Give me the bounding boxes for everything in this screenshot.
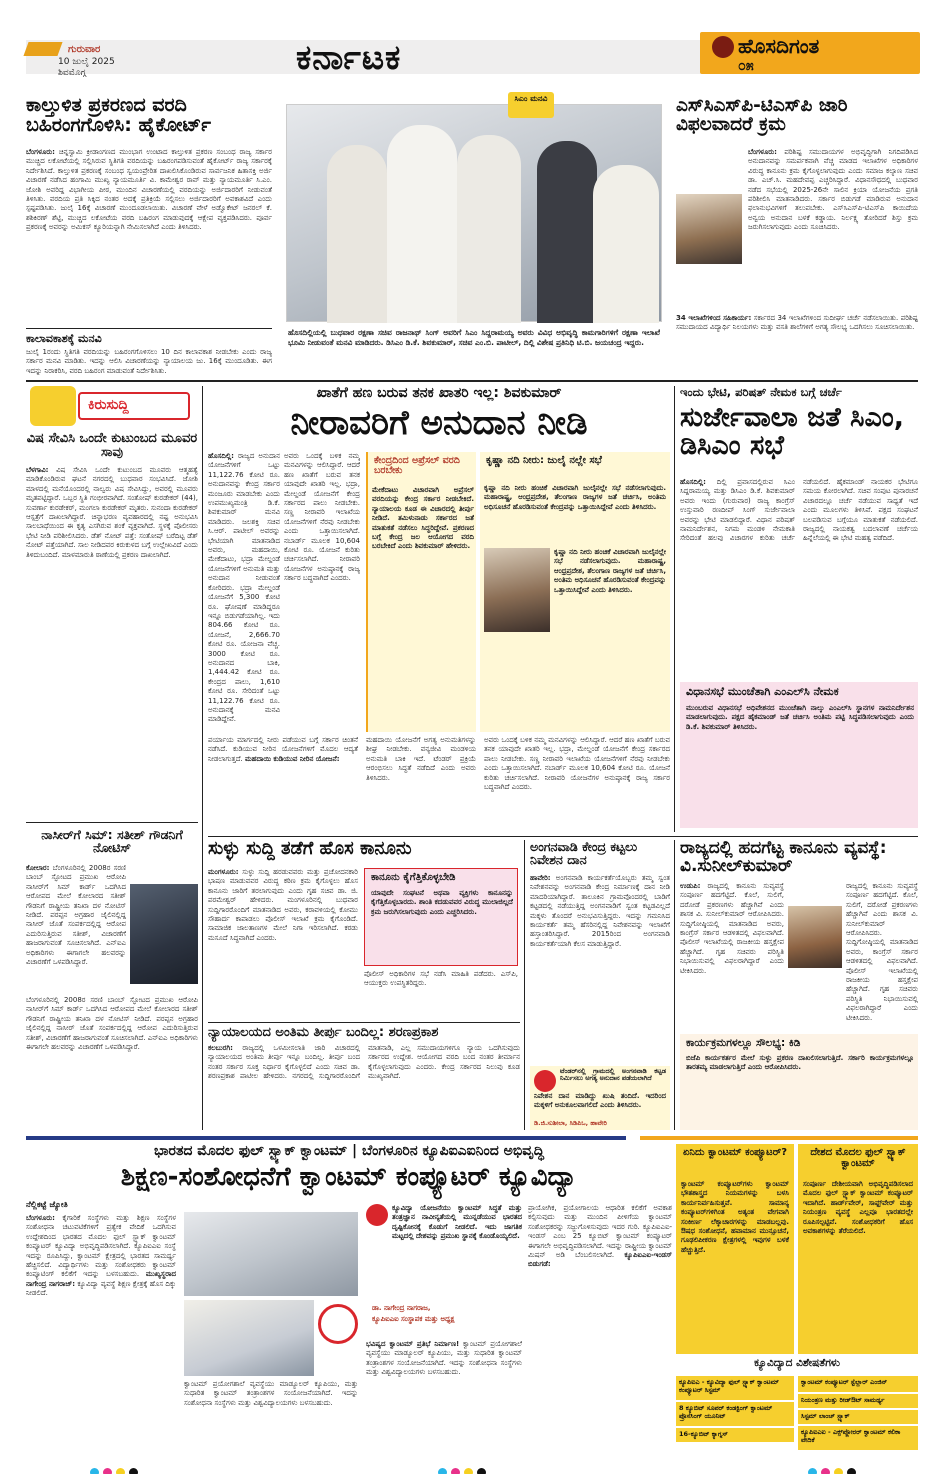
- lead-headline: ನೀರಾವರಿಗೆ ಅನುದಾನ ನೀಡಿ: [290, 403, 588, 443]
- box-body: ಮೇಕೆದಾಟು ವಿಚಾರವಾಗಿ ಅಪ್ರೆಸಲ್ ವರದಿಯನ್ನು ಕೇಂದ್ರ ಸರ್ಕಾರ ನೀಡಬೇಕಿದೆ. ನ್ಯಾಯಾಲಯ ಕೂಡ ಈ ವಿಚಾರದಲ್ಲಿ ತೀರ್ಪು ನೀಡಿದೆ. ತಮಿಳುನಾಡು ಸರ್ಕಾರದ ಜತೆ ಮಾತುಕತೆ ನಡೆಸಲು ಸಿದ್ಧರಿದ್ದೇವೆ. ಪ್ರಕರಣದ ಬಗ್ಗೆ ಕೇಂದ್ರ ಜಲ ಆಯೋಗದ ವರದಿ ಬರಬೇಕಿದೆ ಎಂದು ಶಿವಕುಮಾರ್ ಹೇಳಿದರು.: [372, 486, 474, 551]
- body-text: ದಿಲ್ಲಿ ಪ್ರವಾಸದಲ್ಲಿರುವ ಸಿಎಂ ಸಿದ್ದರಾಮಯ್ಯ ಮತ್ತು ಡಿಸಿಎಂ ಡಿ.ಕೆ. ಶಿವಕುಮಾರ್ ಅವರು ಇಂದು (ಗುರುವಾರ) ರಾಜ್ಯ ಕಾಂಗ್ರೆಸ್ ಉಸ್ತುವಾರಿ ರಣದೀಪ್ ಸಿಂಗ್ ಸುರ್ಜೇವಾಲಾ ಅವರನ್ನು ಭೇಟಿ ಮಾಡಲಿದ್ದಾರೆ. ವಿಧಾನ ಪರಿಷತ್ ನಾಮನಿರ್ದೇಶನ, ನಿಗಮ ಮಂಡಳಿ ನೇಮಕಾತಿ ಸೇರಿದಂತೆ ಹಲವು ವಿಚಾರಗಳ ಕುರಿತು ಚರ್ಚೆ ನಡೆಯಲಿದೆ. ಹೈಕಮಾಂಡ್ ನಾಯಕರ ಭೇಟಿಗೂ ಸಮಯ ಕೋರಲಾಗಿದೆ. ಸಚಿವ ಸಂಪುಟ ಪುನಾರಚನೆ ವಿಚಾರದಲ್ಲೂ ಚರ್ಚೆ ನಡೆಯುವ ಸಾಧ್ಯತೆ ಇದೆ ಎಂದು ಮೂಲಗಳು ತಿಳಿಸಿವೆ. ಪಕ್ಷದ ಸಂಘಟನೆ ಬಲಪಡಿಸುವ ಬಗ್ಗೆಯೂ ಮಾತುಕತೆ ನಡೆಯಲಿದೆ. ರಾಜ್ಯದಲ್ಲಿ ನಾಯಕತ್ವ ಬದಲಾವಣೆ ಚರ್ಚೆಯ ಹಿನ್ನೆಲೆಯಲ್ಲಿ ಈ ಭೇಟಿ ಮಹತ್ವ ಪಡೆದಿದೆ.: [680, 478, 918, 543]
- box-title: ವಿಧಾನಸಭೆ ಮುಂಚೆತಾಗಿ ಎಂಎಲ್‌ಸಿ ನೇಮಕ: [686, 685, 839, 698]
- quantum-col-2: ಕ್ವಾಂಟಮ್ ಪ್ರಯೋಗಶಾಲೆ ವ್ಯವಸ್ಥೆಯು ಮಾಡ್ಯೂಲರ್ ಕ್ಯೂಪಿಯು, ಮತ್ತು ಸುಧಾರಿತ ಕ್ವಾಂಟಮ್ ತಂತ್ರಾಂಶಗಳ ಸಂಯೋಜನೆಯಾಗಿದೆ. ಇದನ್ನು ಸಂಶೋಧನಾ ಸಂಸ್ಥೆಗಳು ಮತ್ತು ವಿಶ್ವವಿದ್ಯಾಲಯಗಳು ಬಳಸಬಹುದು.: [184, 1380, 358, 1407]
- body-text: ಕ್ವಾಂಟಮ್ ಪ್ರಯೋಗಶಾಲೆ ವ್ಯವಸ್ಥೆಯು ಮಾಡ್ಯೂಲರ್ ಕ್ಯೂಪಿಯು, ಮತ್ತು ಸುಧಾರಿತ ಕ್ವಾಂಟಮ್ ತಂತ್ರಾಂಶಗಳ ಸಂಯೋಜನೆಯಾಗಿದೆ. ಇದನ್ನು ಸಂಶೋಧನಾ ಸಂಸ್ಥೆಗಳು ಮತ್ತು ವಿಶ್ವವಿದ್ಯಾಲಯಗಳು ಬಳಸಬಹುದು.: [366, 1340, 522, 1377]
- feature-text: 8 ಕ್ಯೂಬಿಟ್ ಸೂಪರ್ ಕಂಡಕ್ಟಿಂಗ್ ಕ್ವಾಂಟಮ್ ಪ್ರೊಸೆಸಿಂಗ್ ಯೂನಿಟ್: [679, 1404, 773, 1420]
- dateline: ಬೆಂಗಳೂರು:: [26, 148, 55, 156]
- photo-caption: ಹೊಸದಿಲ್ಲಿಯಲ್ಲಿ ಬುಧವಾರ ರಕ್ಷಣಾ ಸಚಿವ ರಾಜನಾಥ್ ಸಿಂಗ್ ಅವರಿಗೆ ಸಿಎಂ ಸಿದ್ದರಾಮಯ್ಯ ಅವರು ವಿವಿಧ ಅಭಿವೃದ್ಧಿ ಕಾಮಗಾರಿಗಳಿಗೆ ರಕ್ಷಣಾ ಇಲಾಖೆ ಭೂಮಿ ನೀಡುವಂತೆ ಮನವಿ ಮಾಡಿದರು. ಡಿಸಿಎಂ ಡಿ.ಕೆ. ಶಿವಕುಮಾರ್, ಸಚಿವ ಎಂ.ಬಿ. ಪಾಟೀಲ್, ದಿಲ್ಲಿ ವಿಶೇಷ ಪ್ರತಿನಿಧಿ ಟಿ.ಬಿ. ಜಯಚಂದ್ರ ಇದ್ದರು.: [288, 328, 660, 347]
- cm-meeting-photo: [286, 104, 662, 322]
- feature-item: [798, 1376, 918, 1392]
- law-box: [364, 868, 518, 966]
- shivakumar-photo: [484, 548, 550, 632]
- registration-marks: [438, 1462, 490, 1474]
- feature-item: [798, 1410, 918, 1424]
- quantum-col-3: [366, 1340, 522, 1452]
- page-number: ೦೫: [738, 58, 754, 74]
- box-title: ಕೇಂದ್ರದಿಂದ ಅಪ್ರೆಸಲ್ ವರದಿ ಬರಬೇಕು: [374, 455, 460, 476]
- person-figure: [537, 141, 597, 323]
- box-title: ಕೃಷ್ಣಾ ನದಿ ನೀರು: ಜುಲೈ ನಲ್ಲೇ ಸಭೆ: [486, 455, 602, 466]
- photo-tag-text: ಸಿಎಂ ಮನವಿ: [514, 94, 548, 103]
- news-body: [26, 864, 126, 990]
- masthead-city: ಶಿವಮೊಗ್ಗ: [58, 68, 86, 78]
- article-surjewala-meet: [680, 386, 918, 832]
- feature-text: ಕ್ಯೂಪಿಐಎಐ - ಎಕ್ಸ್‌ಪ್ಲೋರರ್ ಕ್ವಾಂಟಮ್ ಕಲಿಕಾ ವೇದಿಕೆ: [801, 1428, 901, 1444]
- article-body: [208, 868, 358, 1018]
- feature-text: 16-ಕ್ಯೂಬಿಟ್ ಕ್ಯಾಗ್ನಸ್: [679, 1430, 728, 1438]
- anganwadi-quote-box: [530, 1066, 670, 1130]
- lamp-icon: [712, 36, 734, 58]
- box-body: ಸಂಪೂರ್ಣ ದೇಶೀಯವಾಗಿ ಅಭಿವೃದ್ಧಿಪಡಿಸಲಾದ ಮೊದಲ ಫುಲ್ ಸ್ಟ್ಯಾಕ್ ಕ್ವಾಂಟಮ್ ಕಂಪ್ಯೂಟರ್ ಇದಾಗಿದೆ. ಹಾರ್ಡ್‌ವೇರ್, ಸಾಫ್ಟ್‌ವೇರ್ ಮತ್ತು ನಿಯಂತ್ರಣ ವ್ಯವಸ್ಥೆ ಎಲ್ಲವೂ ಭಾರತದಲ್ಲೇ ರೂಪಿಸಲ್ಪಟ್ಟಿವೆ. ಸಂಶೋಧಕರಿಗೆ ಹೊಸ ಅವಕಾಶಗಳನ್ನು ತೆರೆಯಲಿದೆ.: [803, 1180, 913, 1236]
- photo-tag: [508, 92, 554, 118]
- sub-body: ಸರ್ಕಾರದ 34 ಇಲಾಖೆಗಳಿಂದ ಸುದೀರ್ಘ ಚರ್ಚೆ ನಡೆಸಲಾಯಿತು. ಪರಿಶಿಷ್ಟ ಸಮುದಾಯದ ವಿದ್ಯಾರ್ಥಿ ನಿಲಯಗಳು ಮತ್ತು ವಸತಿ ಶಾಲೆಗಳಿಗೆ ಅಗತ್ಯ ಸೌಲಭ್ಯ ಒದಗಿಸಲು ಸೂಚಿಸಲಾಯಿತು.: [676, 314, 918, 332]
- what-is-quantum-box: [676, 1144, 794, 1354]
- body-text: ರಾಜ್ಯದಲ್ಲಿ ಕಾನೂನು ಸುವ್ಯವಸ್ಥೆ ಸಂಪೂರ್ಣ ಹದಗೆಟ್ಟಿದೆ. ಕೊಲೆ, ಸುಲಿಗೆ, ದರೋಡೆ ಪ್ರಕರಣಗಳು ಹೆಚ್ಚಾಗಿವೆ ಎಂದು ಶಾಸಕ ವಿ. ಸುನೀಲ್‌ಕುಮಾರ್ ಆರೋಪಿಸಿದರು. ಸುದ್ದಿಗೋಷ್ಠಿಯಲ್ಲಿ ಮಾತನಾಡಿದ ಅವರು, ಕಾಂಗ್ರೆಸ್ ಸರ್ಕಾರ ಆಡಳಿತದಲ್ಲಿ ವಿಫಲವಾಗಿದೆ. ಪೊಲೀಸ್ ಇಲಾಖೆಯಲ್ಲಿ ರಾಜಕೀಯ ಹಸ್ತಕ್ಷೇಪ ಹೆಚ್ಚಾಗಿದೆ. ಗೃಹ ಸಚಿವರು ಪರಿಸ್ಥಿತಿ ನಿಭಾಯಿಸುವಲ್ಲಿ ವಿಫಲರಾಗಿದ್ದಾರೆ ಎಂದು ಟೀಕಿಸಿದರು.: [680, 882, 784, 975]
- dateline: ಹಾವೇರಿ:: [530, 874, 551, 882]
- box-body: ಕೃಷ್ಣಾ ನದಿ ನೀರು ಹಂಚಿಕೆ ವಿಚಾರವಾಗಿ ಜುಲೈನಲ್ಲೇ ಸಭೆ ನಡೆಸಲಾಗುವುದು. ಮಹಾರಾಷ್ಟ್ರ, ಆಂಧ್ರಪ್ರದೇಶ, ತೆಲಂಗಾಣ ರಾಜ್ಯಗಳ ಜತೆ ಚರ್ಚಿಸಿ, ಅಂತಿಮ ಅಧಿಸೂಚನೆ ಹೊರಡಿಸುವಂತೆ ಕೇಂದ್ರವನ್ನು ಒತ್ತಾಯಿಸಿದ್ದೇವೆ ಎಂದು ತಿಳಿಸಿದರು.: [484, 484, 666, 511]
- feature-text: ಸಿಸ್ಟಮ್ ಲಾಂಚ್ ಸ್ಟ್ಯಾಕ್: [801, 1412, 850, 1420]
- article-body: [680, 478, 918, 678]
- article-body: [208, 1044, 520, 1130]
- lead-col-4: ಮಹದಾಯಿ ಯೋಜನೆಗೆ ಅಗತ್ಯ ಅನುಮತಿಗಳನ್ನು ಶೀಘ್ರ ನೀಡಬೇಕು. ವನ್ಯಜೀವಿ ಮಂಡಳಿಯ ಅನುಮತಿ ಬಾಕಿ ಇದೆ. ಟೆಂಡರ್ ಪ್ರಕ್ರಿಯೆ ಆರಂಭಿಸಲು ಸಿದ್ಧತೆ ನಡೆದಿದೆ ಎಂದು ಅವರು ತಿಳಿಸಿದರು.: [366, 736, 476, 782]
- box-title: ಕಾನೂನು ಕೈಗೆತ್ತಿಕೊಳ್ಳಬೇಡಿ: [371, 872, 456, 883]
- person-figure: [457, 135, 521, 323]
- article-body-cont: ಪೊಲೀಸ್ ಅಧಿಕಾರಿಗಳ ಸಭೆ ನಡೆಸಿ ಮಾಹಿತಿ ಪಡೆದರು. ಎಸ್‌ಪಿ, ಆಯುಕ್ತರು ಉಪಸ್ಥಿತರಿದ್ದರು.: [364, 970, 518, 988]
- box-body: ಕ್ವಾಂಟಮ್ ಕಂಪ್ಯೂಟರ್‌ಗಳು ಕ್ವಾಂಟಮ್ ಭೌತಶಾಸ್ತ್ರದ ನಿಯಮಗಳನ್ನು ಬಳಸಿ ಕಾರ್ಯನಿರ್ವಹಿಸುತ್ತವೆ. ಸಾಮಾನ್ಯ ಕಂಪ್ಯೂಟರ್‌ಗಳಿಗಿಂತ ಅತ್ಯಂತ ವೇಗವಾಗಿ ಸಂಕೀರ್ಣ ಲೆಕ್ಕಾಚಾರಗಳನ್ನು ಮಾಡಬಲ್ಲವು. ಔಷಧ ಸಂಶೋಧನೆ, ಹವಾಮಾನ ಮುನ್ಸೂಚನೆ, ಗೂಢಲಿಪೀಕರಣ ಕ್ಷೇತ್ರಗಳಲ್ಲಿ ಇವುಗಳ ಬಳಕೆ ಹೆಚ್ಚುತ್ತಿದೆ.: [681, 1180, 789, 1254]
- body-text: ಪರ್ಯಾಯ ಮಾರ್ಗದಲ್ಲಿ ನೀರು ಪಡೆಯುವ ಬಗ್ಗೆ ಸರ್ಕಾರ ಚಿಂತನೆ ನಡೆಸಿದೆ. ಕುಡಿಯುವ ನೀರಿನ ಯೋಜನೆಗಳಿಗೆ ಮೊದಲ ಆದ್ಯತೆ ನೀಡಲಾಗುತ್ತದೆ.: [208, 736, 358, 763]
- article-body: [680, 882, 784, 1030]
- box-title: ಏನಿದು ಕ್ವಾಂಟಮ್ ಕಂಪ್ಯೂಟರ್?: [682, 1147, 788, 1158]
- sub-lead: ಮುಖ್ಯಸ್ಥರಾದ ನಾಗೇಂದ್ರ ನಾಗರಾಜ್:: [26, 1270, 176, 1288]
- article-scsp-tsp: [676, 96, 918, 374]
- mlc-box: [680, 682, 918, 828]
- bottom-rule-orange: [640, 1136, 918, 1140]
- masthead-day: ಗುರುವಾರ: [68, 44, 101, 55]
- byline: ನೆಲ್ಲಿಕಟ್ಟೆ ಜ್ಯೋತಿ: [26, 1200, 68, 1209]
- article-law-order: [680, 840, 918, 1130]
- info-box-krishna: [480, 452, 670, 732]
- feature-item: [798, 1394, 918, 1408]
- lead-col-3: [208, 736, 358, 830]
- body-text: ವಿಷ ಸೇವಿಸಿ ಒಂದೇ ಕುಟುಂಬದ ಮೂವರು ಆತ್ಮಹತ್ಯೆ ಮಾಡಿಕೊಂಡಿರುವ ಘಟನೆ ನಗರದಲ್ಲಿ ಬುಧವಾರ ಸಂಭವಿಸಿದೆ. ಜೋಶಿ ಮಾಳದಲ್ಲಿ ಮನೆಯೊಂದರಲ್ಲಿ ನಾಲ್ವರು ವಿಷ ಸೇವಿಸಿದ್ದು, ಅವರಲ್ಲಿ ಮೂವರು ಮೃತಪಟ್ಟಿದ್ದಾರೆ. ಒಬ್ಬರ ಸ್ಥಿತಿ ಗಂಭೀರವಾಗಿದೆ. ಸಂತೋಷ್ ಕುರಡೇಕರ್ (44), ಸುವರ್ಣಾ ಕುರಡೇಕರ್, ಮಂಗಲಾ ಕುರಡೇಕರ್ ಮೃತರು. ಸುನಂದಾ ಕುರಡೇಕರ್ ಆಸ್ಪತ್ರೆಗೆ ದಾಖಲಾಗಿದ್ದಾರೆ. ಚಿನ್ನಾಭರಣ ವ್ಯವಹಾರದಲ್ಲಿ ನಷ್ಟ ಅನುಭವಿಸಿ ಸಾಲಬಾಧೆಯಿಂದ ಈ ಕೃತ್ಯ ಎಸಗಿರುವ ಶಂಕೆ ವ್ಯಕ್ತವಾಗಿದೆ. ಸ್ಥಳಕ್ಕೆ ಪೊಲೀಸರು ಭೇಟಿ ನೀಡಿ ಪರಿಶೀಲಿಸಿದರು. ಡೆತ್ ನೋಟ್ ಪತ್ತೆ: ಸಂತೋಷ್ ಬರೆದಿಟ್ಟ ಡೆತ್ ನೋಟ್ ಪತ್ತೆಯಾಗಿದೆ. ಸಾಲ ನೀಡಿದವರ ಕಿರುಕುಳದ ಬಗ್ಗೆ ಉಲ್ಲೇಖವಿದೆ ಎಂದು ತಿಳಿದುಬಂದಿದೆ. ಮಾಳಮಾರುತಿ ಠಾಣೆಯಲ್ಲಿ ಪ್ರಕರಣ ದಾಖಲಾಗಿದೆ.: [26, 466, 198, 559]
- kidi-box: [680, 1034, 918, 1130]
- paper-name: ಹೊಸದಿಗಂತ: [738, 34, 820, 58]
- quote-text: ಕ್ಯೂವಿದ್ಯಾ ಯೋಜನೆಯು ಕ್ವಾಂಟಮ್ ಸಿದ್ಧತೆ ಮತ್ತು ತಂತ್ರಜ್ಞಾನ ನಾವೀನ್ಯತೆಯಲ್ಲಿ ಮುನ್ನಡೆಯುವ ಭಾರತದ ದೃಷ್ಟಿಕೋನಕ್ಕೆ ಕೊಡುಗೆ ನೀಡಲಿದೆ. ಇದು ಜಾಗತಿಕ ಮಟ್ಟದಲ್ಲಿ ದೇಶವನ್ನು ಪ್ರಮುಖ ಸ್ಥಾನಕ್ಕೆ ಕೊಂಡೊಯ್ಯಲಿದೆ.: [392, 1204, 522, 1241]
- article-body: [748, 148, 918, 312]
- box-body: ನಿವೇಶನ ದಾನ ಮಾಡಿದ್ದು ಖುಷಿ ತಂದಿದೆ. ಇದರಿಂದ ಮಕ್ಕಳಿಗೆ ಅನುಕೂಲವಾಗಲಿದೆ ಎಂದು ತಿಳಿಸಿದರು.: [534, 1092, 666, 1110]
- headline: ಶಿಕ್ಷಣ-ಸಂಶೋಧನೆಗೆ ಕ್ವಾಂಟಮ್ ಕಂಪ್ಯೂಟರ್ ಕ್ಯೂವಿದ್ಯಾ: [120, 1162, 578, 1192]
- box-title: ಟೆಂಡರ್‌ನಲ್ಲಿ ಗ್ರಾಮದಲ್ಲಿ ಅಂಗನವಾಡಿ ಕಟ್ಟಡ ನಿರ್ಮಿಸಲು ಅಗತ್ಯ ಅನುದಾನ ಪಡೆಯಲಾಗಿದೆ: [560, 1068, 666, 1082]
- sub-lead: ಮಹದಾಯಿ ಕುಡಿಯುವ ನೀರಿನ ಯೋಜನೆ:: [244, 754, 340, 763]
- kicker: ಇಂದು ಭೇಟಿ, ಪರಿಷತ್ ನೇಮಕ ಬಗ್ಗೆ ಚರ್ಚೆ: [680, 385, 842, 399]
- dateline: ಕಲಬುರಗಿ:: [208, 1044, 233, 1052]
- digantha-seal: [318, 1304, 358, 1344]
- headline: ಎಸ್‌ಸಿಎಸ್‌ಪಿ-ಟಿಎಸ್‌ಪಿ ಜಾರಿ ವಿಫಲವಾದರೆ ಕ್ರಮ: [676, 95, 848, 136]
- kicker: ಭಾರತದ ಮೊದಲ ಫುಲ್ ಸ್ಟ್ಯಾಕ್ ಕ್ವಾಂಟಮ್ | ಬೆಂಗಳೂರಿನ ಕ್ಯೂಪಿಐಎಐನಿಂದ ಅಭಿವೃದ್ಧಿ: [154, 1143, 544, 1159]
- headline: ಸುರ್ಜೇವಾಲಾ ಜತೆ ಸಿಎಂ, ಡಿಸಿಎಂ ಸಭೆ: [680, 402, 905, 462]
- features-box: [676, 1358, 918, 1456]
- quote-icon: [534, 1070, 556, 1092]
- quantum-lab-photo: [184, 1212, 358, 1296]
- kirusuddi-column: [26, 386, 198, 1130]
- quantum-col-4: [528, 1204, 672, 1452]
- headline: ಸುಳ್ಳು ಸುದ್ದಿ ತಡೆಗೆ ಹೊಸ ಕಾನೂನು: [208, 838, 412, 859]
- body-text: ಕ್ಯೂವಿದ್ಯಾ ವ್ಯವಸ್ಥೆ ಶಿಕ್ಷಣ ಕ್ಷೇತ್ರಕ್ಕೆ ಹೊಸ ದಿಕ್ಕು ನೀಡಲಿದೆ.: [26, 1279, 176, 1298]
- body-text: ರಾಜ್ಯದ ಅನುದಾನ ಯೋಜನೆಗಳಿಗೆ ಒಟ್ಟು 11,122.76 ಕೋಟಿ ರೂ. ಅನುದಾನವನ್ನು ಕೇಂದ್ರ ಸರ್ಕಾರ ಮಂಜೂರು ಮಾಡಬೇಕು ಎಂದು ಉಪಮುಖ್ಯಮಂತ್ರಿ ಡಿ.ಕೆ. ಶಿವಕುಮಾರ್ ಮನವಿ ಮಾಡಿದರು. ಜಲಶಕ್ತಿ ಸಚಿವ ಸಿ.ಆರ್. ಪಾಟೀಲ್ ಅವರನ್ನು ಭೇಟಿಯಾಗಿ ಮಾತನಾಡಿದ ಅವರು, ಮಹದಾಯಿ, ಮೇಕೆದಾಟು, ಭದ್ರಾ ಮೇಲ್ದಂಡೆ ಯೋಜನೆಗಳಿಗೆ ಅನುಮತಿ ಮತ್ತು ಅನುದಾನ ನೀಡುವಂತೆ ಕೋರಿದರು. ಭದ್ರಾ ಮೇಲ್ದಂಡೆ ಯೋಜನೆಗೆ 5,300 ಕೋಟಿ ರೂ. ಘೋಷಣೆ ಮಾಡಿದ್ದರೂ ಇನ್ನೂ ಬಿಡುಗಡೆಯಾಗಿಲ್ಲ. ಇದು 804.66 ಕೋಟಿ ರೂ. ಯೋಜನೆ, 2,666.70 ಕೋಟಿ ರೂ. ಯೋಜನಾ ವೆಚ್ಚ. 3000 ಕೋಟಿ ರೂ. ಅನುದಾನದ ಬಾಕಿ, 1,444.42 ಕೋಟಿ ರೂ. ಕೇಂದ್ರದ ಪಾಲು, 1,610 ಕೋಟಿ ರೂ. ಸೇರಿದಂತೆ ಒಟ್ಟು 11,122.76 ಕೋಟಿ ರೂ. ಅನುದಾನಕ್ಕೆ ಮನವಿ ಮಾಡಿದ್ದೇವೆ.: [208, 452, 280, 724]
- body-text: ಸುಳ್ಳು ಸುದ್ದಿ ಹರಡುವವರು ಮತ್ತು ಪ್ರಚೋದನಕಾರಿ ಭಾಷಣ ಮಾಡುವವರ ವಿರುದ್ಧ ಕಠಿಣ ಕ್ರಮ ಕೈಗೊಳ್ಳಲು ಹೊಸ ಕಾನೂನು ಜಾರಿಗೆ ತರಲಾಗುವುದು ಎಂದು ಗೃಹ ಸಚಿವ ಡಾ. ಜಿ. ಪರಮೇಶ್ವರ್ ಹೇಳಿದರು. ಮಂಗಳೂರಿನಲ್ಲಿ ಬುಧವಾರ ಸುದ್ದಿಗಾರರೊಂದಿಗೆ ಮಾತನಾಡಿದ ಅವರು, ಕರಾವಳಿಯಲ್ಲಿ ಕೋಮು ಸೌಹಾರ್ದ ಕಾಪಾಡಲು ಪೊಲೀಸ್ ಇಲಾಖೆ ಕ್ರಮ ಕೈಗೊಂಡಿದೆ. ಸಾಮಾಜಿಕ ಜಾಲತಾಣಗಳ ಮೇಲೆ ನಿಗಾ ಇರಿಸಲಾಗಿದೆ. ಕರಡು ಮಸೂದೆ ಸಿದ್ಧವಾಗಿದೆ ಎಂದರು.: [208, 868, 358, 942]
- dateline: ಮಂಗಳೂರು:: [208, 868, 239, 876]
- vertical-divider: [524, 840, 525, 1130]
- news-title: ನಾಸೀರ್‌ಗೆ ಸಿಮ್: ಸತೀಶ್ ಗೌಡನಿಗೆ ನೋಟಿಸ್: [41, 827, 183, 856]
- dateline: ಹೊಸದಿಲ್ಲಿ:: [680, 478, 706, 486]
- quote-role: ಕ್ಯೂಪಿಐಎಐ ಸಂಸ್ಥಾಪಕ ಮತ್ತು ಅಧ್ಯಕ್ಷ: [372, 1315, 455, 1323]
- registration-marks: [808, 1462, 860, 1474]
- dateline: ಬೆಂಗಳೂರು:: [26, 1214, 55, 1222]
- kirusuddi-badge: [30, 386, 194, 426]
- headline: ಕಾಲ್ತುಳಿತ ಪ್ರಕರಣದ ವರದಿ ಬಹಿರಂಗಗೊಳಿಸಿ: ಹೈಕೋರ್ಟ್: [26, 94, 211, 136]
- dateline: ಕೋಲಾರ:: [26, 864, 50, 872]
- masthead-left-accent: [23, 42, 62, 56]
- first-full-stack-box: [798, 1144, 918, 1354]
- masthead-date: 10 ಜುಲೈ 2025: [58, 57, 115, 67]
- vertical-divider: [202, 386, 203, 1130]
- lead-story: [208, 386, 670, 832]
- quote-name: ಡಿ.ಜಿ.ಸುಶೀಲಾ, ಸಿಡಿಪಿಒ, ಹಾವೇರಿ: [534, 1119, 607, 1127]
- person-figure: [593, 165, 659, 323]
- box-body: ಯಾವುದೇ ಸಂಘಟನೆ ಅಥವಾ ವ್ಯಕ್ತಿಗಳು ಕಾನೂನನ್ನು ಕೈಗೆತ್ತಿಕೊಳ್ಳಬಾರದು. ಶಾಂತಿ ಕದಡುವವರ ವಿರುದ್ಧ ಮುಲಾಜಿಲ್ಲದೆ ಕ್ರಮ ಜರುಗಿಸಲಾಗುವುದು ಎಂದು ಎಚ್ಚರಿಸಿದರು.: [371, 889, 513, 916]
- section-title: ಕರ್ನಾಟಕ: [296, 38, 402, 78]
- nia-officers-photo: [130, 884, 198, 984]
- quote-box: [366, 1204, 522, 1334]
- team-photo: [184, 1300, 314, 1376]
- lead-col-2: ಅವರು ಒಂದಕ್ಕೆ ಬಳಿಕ ನಮ್ಮ ಮನವಿಗಳನ್ನು ಆಲಿಸಿದ್ದಾರೆ. ಆದರೆ ಹಣ ಖಾತೆಗೆ ಬರುವ ತನಕ ಯಾವುದೇ ಖಾತರಿ ಇಲ್ಲ. ಭದ್ರಾ, ಮೇಲ್ದಂಡೆ ಯೋಜನೆಗೆ ಕೇಂದ್ರ ಸರ್ಕಾರದ ಪಾಲು ನೀಡಬೇಕು. ಸಣ್ಣ ನೀರಾವರಿ ಇಲಾಖೆಯ ಯೋಜನೆಗಳಿಗೆ ನೆರವು ನೀಡಬೇಕು ಎಂದು ಒತ್ತಾಯಿಸಲಾಗಿದೆ. ನಬಾರ್ಡ್ ಮೂಲಕ 10,604 ಕೋಟಿ ರೂ. ಯೋಜನೆ ಕುರಿತು ಚರ್ಚಿಸಲಾಗಿದೆ. ನೀರಾವರಿ ಯೋಜನೆಗಳ ಅನುಷ್ಠಾನಕ್ಕೆ ರಾಜ್ಯ ಸರ್ಕಾರ ಬದ್ಧವಾಗಿದೆ ಎಂದರು.: [284, 452, 360, 583]
- box-title: ಕಾರ್ಯಕ್ರಮಗಳಲ್ಲೂ ಸೌಲಭ್ಯ: ಕಿಡಿ: [686, 1037, 801, 1049]
- article-quantum: [26, 1144, 672, 1456]
- box-body: ಮುಂಬರುವ ವಿಧಾನಸಭೆ ಅಧಿವೇಶನದ ಮುಂಚೆತಾಗಿ ನಾಲ್ಕು ಎಂಎಲ್‌ಸಿ ಸ್ಥಾನಗಳ ನಾಮನಿರ್ದೇಶನ ಮಾಡಲಾಗುವುದು. ಪಕ್ಷದ ಹೈಕಮಾಂಡ್ ಜತೆ ಚರ್ಚಿಸಿ ಅಂತಿಮ ಪಟ್ಟಿ ಸಿದ್ಧಪಡಿಸಲಾಗುವುದು ಎಂದು ಡಿ.ಕೆ. ಶಿವಕುಮಾರ್ ತಿಳಿಸಿದರು.: [686, 704, 914, 731]
- article-body-cont: ರಾಜ್ಯದಲ್ಲಿ ಕಾನೂನು ಸುವ್ಯವಸ್ಥೆ ಸಂಪೂರ್ಣ ಹದಗೆಟ್ಟಿದೆ. ಕೊಲೆ, ಸುಲಿಗೆ, ದರೋಡೆ ಪ್ರಕರಣಗಳು ಹೆಚ್ಚಾಗಿವೆ ಎಂದು ಶಾಸಕ ವಿ. ಸುನೀಲ್‌ಕುಮಾರ್ ಆರೋಪಿಸಿದರು. ಸುದ್ದಿಗೋಷ್ಠಿಯಲ್ಲಿ ಮಾತನಾಡಿದ ಅವರು, ಕಾಂಗ್ರೆಸ್ ಸರ್ಕಾರ ಆಡಳಿತದಲ್ಲಿ ವಿಫಲವಾಗಿದೆ. ಪೊಲೀಸ್ ಇಲಾಖೆಯಲ್ಲಿ ರಾಜಕೀಯ ಹಸ್ತಕ್ಷೇಪ ಹೆಚ್ಚಾಗಿದೆ. ಗೃಹ ಸಚಿವರು ಪರಿಸ್ಥಿತಿ ನಿಭಾಯಿಸುವಲ್ಲಿ ವಿಫಲರಾಗಿದ್ದಾರೆ ಎಂದು ಟೀಕಿಸಿದರು.: [846, 882, 918, 1022]
- registration-marks: [90, 1462, 142, 1474]
- news-body-cont: ಬೆಂಗಳೂರಿನಲ್ಲಿ 2008ರ ಸರಣಿ ಬಾಂಬ್ ಸ್ಫೋಟದ ಪ್ರಮುಖ ಆರೋಪಿ ನಾಸೀರ್‌ಗೆ ಸಿಮ್ ಕಾರ್ಡ್ ಒದಗಿಸಿದ ಆರೋಪದ ಮೇಲೆ ಕೋಲಾರದ ಸತೀಶ್ ಗೌಡನಿಗೆ ರಾಷ್ಟ್ರೀಯ ತನಿಖಾ ದಳ ನೋಟಿಸ್ ನೀಡಿದೆ. ಪರಪ್ಪನ ಅಗ್ರಹಾರ ಜೈಲಿನಲ್ಲಿದ್ದ ನಾಸೀರ್ ಜೊತೆ ಸಂಪರ್ಕದಲ್ಲಿದ್ದ ಆರೋಪ ಎದುರಿಸುತ್ತಿರುವ ಸತೀಶ್, ವಿಚಾರಣೆಗೆ ಹಾಜರಾಗುವಂತೆ ಸೂಚಿಸಲಾಗಿದೆ. ಎನ್‌ಐಎ ಅಧಿಕಾರಿಗಳು ಈಗಾಗಲೇ ಹಲವರನ್ನು ವಿಚಾರಣೆಗೆ ಒಳಪಡಿಸಿದ್ದಾರೆ.: [26, 996, 198, 1052]
- headline: ನ್ಯಾಯಾಲಯದ ಅಂತಿಮ ತೀರ್ಪು ಬಂದಿಲ್ಲ: ಶರಣಪ್ರಕಾಶ: [208, 1025, 439, 1040]
- feature-item: [676, 1376, 794, 1400]
- divider: [26, 380, 918, 382]
- body-text: ಅಂಗನವಾಡಿ ಕಾರ್ಯಕರ್ತೆಯೊಬ್ಬರು ತಮ್ಮ ಸ್ವಂತ ನಿವೇಶನವನ್ನು ಅಂಗನವಾಡಿ ಕೇಂದ್ರ ನಿರ್ಮಾಣಕ್ಕೆ ದಾನ ನೀಡಿ ಮಾದರಿಯಾಗಿದ್ದಾರೆ. ತಾಲೂಕಿನ ಗ್ರಾಮವೊಂದರಲ್ಲಿ ಬಾಡಿಗೆ ಕಟ್ಟಡದಲ್ಲಿ ನಡೆಯುತ್ತಿದ್ದ ಅಂಗನವಾಡಿಗೆ ಸ್ವಂತ ಕಟ್ಟಡವಿಲ್ಲದೆ ಮಕ್ಕಳು ತೊಂದರೆ ಅನುಭವಿಸುತ್ತಿದ್ದರು. ಇದನ್ನು ಗಮನಿಸಿದ ಕಾರ್ಯಕರ್ತೆ ತಮ್ಮ ಹೆಸರಿನಲ್ಲಿದ್ದ ನಿವೇಶನವನ್ನು ಇಲಾಖೆಗೆ ಹಸ್ತಾಂತರಿಸಿದ್ದಾರೆ. 2015ರಿಂದ ಅಂಗನವಾಡಿ ಕಾರ್ಯಕರ್ತೆಯಾಗಿ ಕೆಲಸ ಮಾಡುತ್ತಿದ್ದಾರೆ.: [530, 874, 670, 948]
- lead-col-1: [208, 452, 280, 728]
- feature-text: ನಿಯಂತ್ರಣ ಮತ್ತು ರೀಡ್‌ಔಟ್ ಸಾಮರ್ಥ್ಯ: [801, 1396, 885, 1404]
- body-text: ಕೈಗಾರಿಕೆ ಸಂಸ್ಥೆಗಳು ಮತ್ತು ಶಿಕ್ಷಣ ಸಂಸ್ಥೆಗಳ ಸಂಶೋಧನಾ ಚಟುವಟಿಕೆಗಳಿಗೆ ಪ್ರತ್ಯೇಕ ವೇದಿಕೆ ಒದಗಿಸುವ ಉದ್ದೇಶದಿಂದ ಭಾರತದ ಮೊದಲ ಫುಲ್ ಸ್ಟ್ಯಾಕ್ ಕ್ವಾಂಟಮ್ ಕಂಪ್ಯೂಟರ್ ಕ್ಯೂವಿದ್ಯಾ ಅಭಿವೃದ್ಧಿಪಡಿಸಲಾಗಿದೆ. ಕ್ಯೂಪಿಐಎಐ ಸಂಸ್ಥೆ ಇದನ್ನು ರೂಪಿಸಿದ್ದು, ಕ್ವಾಂಟಮ್ ಕ್ಷೇತ್ರದಲ್ಲಿ ಭಾರತದ ಸಾಮರ್ಥ್ಯ ಹೆಚ್ಚಿಸಲಿದೆ. ವಿದ್ಯಾರ್ಥಿಗಳು ಮತ್ತು ಸಂಶೋಧಕರು ಕ್ವಾಂಟಮ್ ಕಂಪ್ಯೂಟಿಂಗ್ ಕಲಿಕೆಗೆ ಇದನ್ನು ಬಳಸಬಹುದು.: [26, 1214, 176, 1279]
- body-text: ಬೆಂಗಳೂರಿನಲ್ಲಿ 2008ರ ಸರಣಿ ಬಾಂಬ್ ಸ್ಫೋಟದ ಪ್ರಮುಖ ಆರೋಪಿ ನಾಸೀರ್‌ಗೆ ಸಿಮ್ ಕಾರ್ಡ್ ಒದಗಿಸಿದ ಆರೋಪದ ಮೇಲೆ ಕೋಲಾರದ ಸತೀಶ್ ಗೌಡನಿಗೆ ರಾಷ್ಟ್ರೀಯ ತನಿಖಾ ದಳ ನೋಟಿಸ್ ನೀಡಿದೆ. ಪರಪ್ಪನ ಅಗ್ರಹಾರ ಜೈಲಿನಲ್ಲಿದ್ದ ನಾಸೀರ್ ಜೊತೆ ಸಂಪರ್ಕದಲ್ಲಿದ್ದ ಆರೋಪ ಎದುರಿಸುತ್ತಿರುವ ಸತೀಶ್, ವಿಚಾರಣೆಗೆ ಹಾಜರಾಗುವಂತೆ ಸೂಚಿಸಲಾಗಿದೆ. ಎನ್‌ಐಎ ಅಧಿಕಾರಿಗಳು ಈಗಾಗಲೇ ಹಲವರನ್ನು ವಿಚಾರಣೆಗೆ ಒಳಪಡಿಸಿದ್ದಾರೆ.: [26, 864, 126, 967]
- body-text: ಪ್ರಾಯೋಗಿಕ, ಪ್ರಯೋಗಾಲಯ ಆಧಾರಿತ ಕಲಿಕೆಗೆ ಅವಕಾಶ ಕಲ್ಪಿಸುವುದು ಮತ್ತು ಮುಂದಿನ ಪೀಳಿಗೆಯ ಕ್ವಾಂಟಮ್ ಸಂಶೋಧಕರನ್ನು ಸಜ್ಜುಗೊಳಿಸುವುದು ಇದರ ಗುರಿ. ಕ್ಯೂಪಿಐಎಐ-ಇಂಡಸ್ ಎಂಬ 25 ಕ್ಯೂಬಿಟ್ ಕ್ವಾಂಟಮ್ ಕಂಪ್ಯೂಟರ್ ಈಗಾಗಲೇ ಅಭಿವೃದ್ಧಿಪಡಿಸಲಾಗಿದೆ. ಇದನ್ನು ರಾಷ್ಟ್ರೀಯ ಕ್ವಾಂಟಮ್ ಮಿಷನ್ ಅಡಿ ಬೆಂಬಲಿಸಲಾಗಿದೆ.: [528, 1204, 672, 1260]
- box-title: ದೇಶದ ಮೊದಲ ಫುಲ್ ಸ್ಟ್ಯಾಕ್ ಕ್ವಾಂಟಮ್: [810, 1147, 906, 1169]
- features-title: ಕ್ಯೂವಿದ್ಯಾದ ವಿಶೇಷತೆಗಳು: [754, 1357, 840, 1369]
- box-body: ಬಿಜೆಪಿ ಕಾರ್ಯಕರ್ತರ ಮೇಲೆ ಸುಳ್ಳು ಪ್ರಕರಣ ದಾಖಲಿಸಲಾಗುತ್ತಿದೆ. ಸರ್ಕಾರಿ ಕಾರ್ಯಕ್ರಮಗಳಲ್ಲೂ ತಾರತಮ್ಯ ಮಾಡಲಾಗುತ್ತಿದೆ ಎಂದು ಆರೋಪಿಸಿದರು.: [686, 1054, 914, 1072]
- sub-headline: ಕಾಲಾವಕಾಶಕ್ಕೆ ಮನವಿ: [26, 332, 102, 345]
- dateline: ಉಡುಪಿ:: [680, 882, 701, 890]
- feature-text: ಕ್ಯೂಪಿಐಎ - ಕ್ಯೂವಿದ್ಯಾ ಫುಲ್ ಸ್ಟ್ಯಾಕ್ ಕ್ವಾಂಟಮ್ ಕಂಪ್ಯೂಟರ್ ಸಿಸ್ಟಮ್: [679, 1378, 779, 1394]
- sub-lead: ಭವಿಷ್ಯದ ಕ್ವಾಂಟಮ್ ಪ್ರತಿಭೆ ನಿರ್ಮಾಣ!: [366, 1340, 460, 1348]
- body-text: ಚಿನ್ನಸ್ವಾಮಿ ಕ್ರೀಡಾಂಗಣದ ಮುಂಭಾಗ ಉಂಟಾದ ಕಾಲ್ತುಳಿತ ಪ್ರಕರಣ ಸಂಬಂಧ ರಾಜ್ಯ ಸರ್ಕಾರ ಮುಚ್ಚಿದ ಲಕೋಟೆಯಲ್ಲಿ ಸಲ್ಲಿಸಿರುವ ಸ್ಥಿತಿಗತಿ ವರದಿಯನ್ನು ಬಹಿರಂಗಪಡಿಸುವಂತೆ ಹೈಕೋರ್ಟ್ ರಾಜ್ಯ ಸರ್ಕಾರಕ್ಕೆ ನಿರ್ದೇಶಿಸಿದೆ. ಕಾಲ್ತುಳಿತ ಪ್ರಕರಣಕ್ಕೆ ಸಂಬಂಧ ಸ್ವಯಂಪ್ರೇರಿತ ದಾಖಲಿಸಿಕೊಂಡಿರುವ ಸಾರ್ವಜನಿಕ ಹಿತಾಸಕ್ತಿ ಅರ್ಜಿ ವಿಚಾರಣೆ ನಡೆಸಿದ ಹಂಗಾಮಿ ಮುಖ್ಯ ನ್ಯಾಯಮೂರ್ತಿ ವಿ. ಕಾಮೇಶ್ವರ ರಾವ್ ಮತ್ತು ನ್ಯಾಯಮೂರ್ತಿ ಸಿ.ಎಂ. ಜೋಶಿ ಅವರಿದ್ದ ವಿಭಾಗೀಯ ಪೀಠ, ಮುಂದಿನ ವಿಚಾರಣೆಯಲ್ಲಿ ವರದಿಯನ್ನು ಅರ್ಜಿದಾರರಿಗೆ ನೀಡುವಂತೆ ತಿಳಿಸಿತು. ವರದಿಯ ಪ್ರತಿ ಸಿಕ್ಕಿದ ನಂತರ ಅದಕ್ಕೆ ಪ್ರತಿಕ್ರಿಯೆ ಸಲ್ಲಿಸಲು ಅರ್ಜಿದಾರರಿಗೆ ಅವಕಾಶವಿದೆ ಎಂದು ಸ್ಪಷ್ಟಪಡಿಸಿತು. ಜುಲೈ 16ಕ್ಕೆ ವಿಚಾರಣೆ ಮುಂದೂಡಲಾಯಿತು. ವಿಚಾರಣೆ ವೇಳೆ ಅಡ್ವೊಕೇಟ್ ಜನರಲ್ ಕೆ. ಶಶಿಕಿರಣ್ ಶೆಟ್ಟಿ, ಮುಚ್ಚಿದ ಲಕೋಟೆಯ ವರದಿ ಬಹಿರಂಗ ಮಾಡುವುದಕ್ಕೆ ಆಕ್ಷೇಪ ವ್ಯಕ್ತಪಡಿಸಿದರು. ಪೂರ್ವ ಪ್ರಕರಣಕ್ಕೆ ಅವರನ್ನು ಅಮಿಕಸ್ ಕ್ಯೂರಿಯನ್ನಾಗಿ ನೇಮಿಸಲಾಗಿದೆ ಎಂದು ತಿಳಿಸಿದರು.: [26, 148, 272, 232]
- lead-kicker: ಖಾತೆಗೆ ಹಣ ಬರುವ ತನಕ ಖಾತರಿ ಇಲ್ಲ: ಶಿವಕುಮಾರ್: [316, 385, 562, 401]
- article-fake-news-law: [208, 840, 518, 1020]
- feature-item: [798, 1426, 918, 1450]
- person-figure: [327, 145, 387, 323]
- vertical-divider: [674, 386, 675, 832]
- news-body: [26, 466, 198, 818]
- hand-icon: [30, 386, 76, 426]
- sub-lead: ಕ್ಯೂಪಿಐಎಐ-ಇಂಡಸ್ ಬಿಡುಗಡೆ:: [528, 1251, 672, 1269]
- kirusuddi-label: ಕಿರುಸುದ್ದಿ: [88, 397, 129, 413]
- quote-name: ಡಾ. ನಾಗೇಂದ್ರ ನಾಗರಾಜ,: [372, 1304, 431, 1312]
- sunilkumar-photo: [788, 906, 842, 968]
- body-text: ರಾಜ್ಯದಲ್ಲಿ ಒಳಮೀಸಲಾತಿ ಜಾರಿ ವಿಚಾರದಲ್ಲಿ ನ್ಯಾಯಾಲಯದ ಅಂತಿಮ ತೀರ್ಪು ಇನ್ನೂ ಬಂದಿಲ್ಲ. ತೀರ್ಪು ಬಂದ ನಂತರ ಸರ್ಕಾರ ಸೂಕ್ತ ನಿರ್ಧಾರ ಕೈಗೊಳ್ಳಲಿದೆ ಎಂದು ಸಚಿವ ಡಾ. ಶರಣಪ್ರಕಾಶ ಪಾಟೀಲ ಹೇಳಿದರು. ನಗರದಲ್ಲಿ ಸುದ್ದಿಗಾರರೊಂದಿಗೆ ಮಾತನಾಡಿ, ಎಲ್ಲ ಸಮುದಾಯಗಳಿಗೂ ನ್ಯಾಯ ಒದಗಿಸುವುದು ಸರ್ಕಾರದ ಉದ್ದೇಶ. ಆಯೋಗದ ವರದಿ ಬಂದ ನಂತರ ತೀರ್ಮಾನ ಕೈಗೊಳ್ಳಲಾಗುವುದು ಎಂದರು. ಕೇಂದ್ರ ಸರ್ಕಾರದ ನಿಲುವು ಕೂಡ ಮುಖ್ಯವಾಗಿದೆ.: [208, 1044, 520, 1081]
- feature-item: [676, 1428, 794, 1442]
- quote-icon: [366, 1204, 388, 1226]
- bottom-rule-blue: [26, 1136, 626, 1140]
- minister-photo: [676, 194, 742, 264]
- divider: [208, 836, 918, 837]
- article-stampede-report: [26, 96, 272, 374]
- article-body: [530, 874, 670, 1064]
- dateline: ಬೆಳಗಾವಿ:: [26, 466, 49, 474]
- box-body-cont: ಕೃಷ್ಣಾ ನದಿ ನೀರು ಹಂಚಿಕೆ ವಿಚಾರವಾಗಿ ಜುಲೈನಲ್ಲೇ ಸಭೆ ನಡೆಸಲಾಗುವುದು. ಮಹಾರಾಷ್ಟ್ರ, ಆಂಧ್ರಪ್ರದೇಶ, ತೆಲಂಗಾಣ ರಾಜ್ಯಗಳ ಜತೆ ಚರ್ಚಿಸಿ, ಅಂತಿಮ ಅಧಿಸೂಚನೆ ಹೊರಡಿಸುವಂತೆ ಕೇಂದ್ರವನ್ನು ಒತ್ತಾಯಿಸಿದ್ದೇವೆ ಎಂದು ತಿಳಿಸಿದರು.: [554, 548, 666, 594]
- divider: [26, 328, 272, 329]
- person-figure: [387, 125, 457, 323]
- info-box-appraisal: [366, 452, 476, 732]
- news-title: ವಿಷ ಸೇವಿಸಿ ಒಂದೇ ಕುಟುಂಬದ ಮೂವರ ಸಾವು: [26, 431, 198, 460]
- headline: ಅಂಗನವಾಡಿ ಕೇಂದ್ರ ಕಟ್ಟಲು ನಿವೇಶನ ದಾನ: [530, 839, 638, 868]
- article-body: [26, 148, 272, 324]
- dateline: ಬೆಂಗಳೂರು:: [748, 148, 777, 156]
- vertical-divider: [674, 840, 675, 1130]
- divider: [208, 1022, 520, 1023]
- article-reservation-verdict: [208, 1026, 520, 1130]
- headline: ರಾಜ್ಯದಲ್ಲಿ ಹದಗೆಟ್ಟ ಕಾನೂನು ವ್ಯವಸ್ಥೆ: ವಿ.ಸುನೀಲ್‌ಕುಮಾರ್: [680, 838, 887, 876]
- quantum-col-1: [26, 1214, 176, 1452]
- dateline: ಹೊಸದಿಲ್ಲಿ:: [208, 452, 234, 460]
- article-body-cont: [676, 314, 918, 374]
- divider: [26, 822, 198, 823]
- photo-feature: [284, 96, 664, 374]
- lead-col-5: ಅವರು ಒಂದಕ್ಕೆ ಬಳಿಕ ನಮ್ಮ ಮನವಿಗಳನ್ನು ಆಲಿಸಿದ್ದಾರೆ. ಆದರೆ ಹಣ ಖಾತೆಗೆ ಬರುವ ತನಕ ಯಾವುದೇ ಖಾತರಿ ಇಲ್ಲ. ಭದ್ರಾ, ಮೇಲ್ದಂಡೆ ಯೋಜನೆಗೆ ಕೇಂದ್ರ ಸರ್ಕಾರದ ಪಾಲು ನೀಡಬೇಕು. ಸಣ್ಣ ನೀರಾವರಿ ಇಲಾಖೆಯ ಯೋಜನೆಗಳಿಗೆ ನೆರವು ನೀಡಬೇಕು ಎಂದು ಒತ್ತಾಯಿಸಲಾಗಿದೆ. ನಬಾರ್ಡ್ ಮೂಲಕ 10,604 ಕೋಟಿ ರೂ. ಯೋಜನೆ ಕುರಿತು ಚರ್ಚಿಸಲಾಗಿದೆ. ನೀರಾವರಿ ಯೋಜನೆಗಳ ಅನುಷ್ಠಾನಕ್ಕೆ ರಾಜ್ಯ ಸರ್ಕಾರ ಬದ್ಧವಾಗಿದೆ ಎಂದರು.: [484, 736, 670, 792]
- feature-item: [676, 1402, 794, 1426]
- sub-lead: 34 ಇಲಾಖೆಗಳಿಂದ ಸಹಿಕಾರ್ಯ:: [676, 314, 752, 322]
- body-text: ಪರಿಶಿಷ್ಟ ಸಮುದಾಯಗಳ ಅಭಿವೃದ್ಧಿಗಾಗಿ ನಿಗದಿಪಡಿಸಿದ ಅನುದಾನವನ್ನು ಸಮರ್ಪಕವಾಗಿ ವೆಚ್ಚ ಮಾಡದ ಇಲಾಖೆಗಳ ಅಧಿಕಾರಿಗಳ ವಿರುದ್ಧ ಕಾನೂನು ಕ್ರಮ ಕೈಗೊಳ್ಳಲಾಗುವುದು ಎಂದು ಸಮಾಜ ಕಲ್ಯಾಣ ಸಚಿವ ಡಾ. ಎಚ್.ಸಿ. ಮಹದೇವಪ್ಪ ಎಚ್ಚರಿಸಿದ್ದಾರೆ. ವಿಧಾನಸೌಧದಲ್ಲಿ ಬುಧವಾರ ನಡೆದ ಸಭೆಯಲ್ಲಿ 2025-26ನೇ ಸಾಲಿನ ಕ್ರಿಯಾ ಯೋಜನೆಯ ಪ್ರಗತಿ ಪರಿಶೀಲಿಸಿ ಮಾತನಾಡಿದರು. ಸರ್ಕಾರ ಬಿಡುಗಡೆ ಮಾಡಿರುವ ಅನುದಾನ ಫಲಾನುಭವಿಗಳಿಗೆ ತಲುಪಬೇಕು. ಎಸ್‌ಸಿಎಸ್‌ಪಿ-ಟಿಎಸ್‌ಪಿ ಕಾಯಿದೆಯ ಅನ್ವಯ ಅನುದಾನ ಬಳಕೆ ಕಡ್ಡಾಯ. ನಿರ್ಲಕ್ಷ್ಯ ತೋರಿದರೆ ಶಿಸ್ತು ಕ್ರಮ ಜರುಗಿಸಲಾಗುವುದು ಎಂದು ಸೂಚಿಸಿದರು.: [748, 148, 918, 232]
- sub-body: ಜುಲೈ 1ರಂದು ಸ್ಥಿತಿಗತಿ ವರದಿಯನ್ನು ಬಹಿರಂಗಗೊಳಿಸಲು 10 ದಿನ ಕಾಲಾವಕಾಶ ನೀಡಬೇಕು ಎಂದು ರಾಜ್ಯ ಸರ್ಕಾರ ಮನವಿ ಮಾಡಿತು. ಇದನ್ನು ಆಲಿಸಿ ವಿಚಾರಣೆಯನ್ನು ನ್ಯಾಯಾಲಯ ಜು. 16ಕ್ಕೆ ಮುಂದೂಡಿತು. ಈಗ ಇದನ್ನು ನಿರಾಕರಿಸಿ, ವರದಿ ಬಹಿರಂಗ ಮಾಡುವಂತೆ ನಿರ್ದೇಶಿಸಿತು.: [26, 348, 272, 375]
- feature-text: ಕ್ವಾಂಟಮ್ ಕಂಪ್ಯೂಟರ್ ಸ್ಟೆಲ್ಲಾರ್ ಎಂಜಿನ್: [801, 1378, 888, 1386]
- masthead: [0, 0, 945, 96]
